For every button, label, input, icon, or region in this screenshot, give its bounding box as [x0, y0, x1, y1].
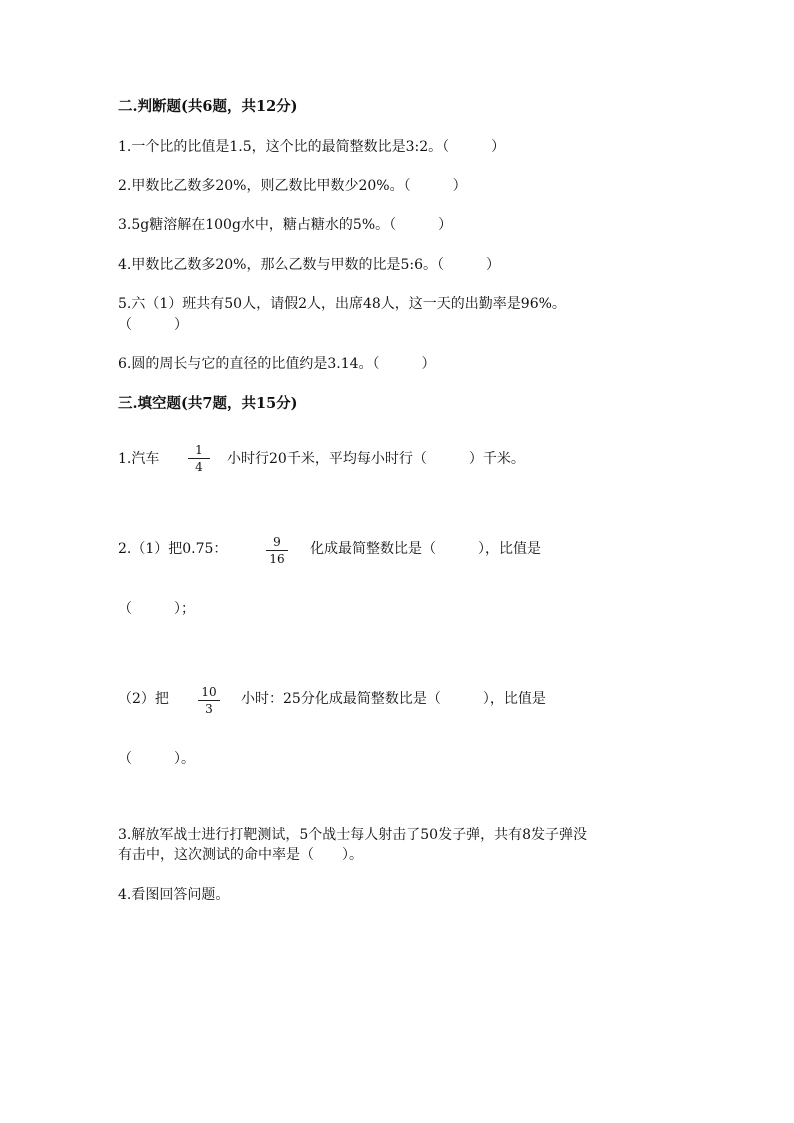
judge-item-6: 6.圆的周长与它的直径的比值约是3.14。（ ）: [118, 356, 436, 372]
fill-q3-line2: 有击中，这次测试的命中率是（ ）。: [118, 847, 363, 863]
fill-q1-fraction: [188, 443, 210, 474]
fill-q2b-cont: （ ）。: [118, 751, 195, 767]
fill-q2a-fraction: [266, 535, 288, 566]
judge-item-5-blank: （ ）: [118, 317, 188, 333]
fill-q2a-after: 化成最简整数比是（ ），比值是: [310, 541, 541, 557]
fill-q3-line1: 3.解放军战士进行打靶测试，5个战士每人射击了50发子弹，共有8发子弹没: [118, 827, 587, 843]
fraction-denominator: 3: [205, 702, 213, 716]
judge-item-3: 3.5g糖溶解在100g水中，糖占糖水的5%。（ ）: [118, 217, 453, 233]
fill-q1-after: 小时行20千米，平均每小时行（ ）千米。: [227, 451, 525, 467]
fraction-bar: [266, 550, 288, 551]
fill-q2b-fraction: [198, 685, 220, 716]
fraction-numerator: 9: [273, 535, 281, 549]
fill-q2b-before: （2）把: [118, 691, 169, 707]
fraction-numerator: 10: [201, 685, 217, 699]
fill-q2a-cont: （ ）；: [118, 601, 195, 617]
judge-item-5: 5.六（1）班共有50人，请假2人，出席48人，这一天的出勤率是96%。: [118, 296, 566, 312]
section-2-heading: 二.判断题(共6题，共12分): [118, 98, 298, 115]
judge-item-2: 2.甲数比乙数多20%，则乙数比甲数少20%。（ ）: [118, 178, 467, 194]
judge-item-4: 4.甲数比乙数多20%，那么乙数与甲数的比是5:6。（ ）: [118, 257, 501, 273]
fraction-denominator: 16: [269, 552, 285, 566]
fill-q1-before: 1.汽车: [118, 451, 160, 467]
fill-q2a-before: 2.（1）把0.75：: [118, 541, 228, 557]
fill-q4: 4.看图回答问题。: [118, 887, 230, 903]
judge-item-1: 1.一个比的比值是1.5，这个比的最简整数比是3:2。（ ）: [118, 139, 506, 155]
fraction-numerator: 1: [195, 443, 203, 457]
fraction-bar: [188, 458, 210, 459]
fill-q2b-after: 小时：25分化成最简整数比是（ ），比值是: [241, 691, 546, 707]
fraction-denominator: 4: [195, 460, 203, 474]
section-3-heading: 三.填空题(共7题，共15分): [118, 395, 298, 412]
fraction-bar: [198, 700, 220, 701]
